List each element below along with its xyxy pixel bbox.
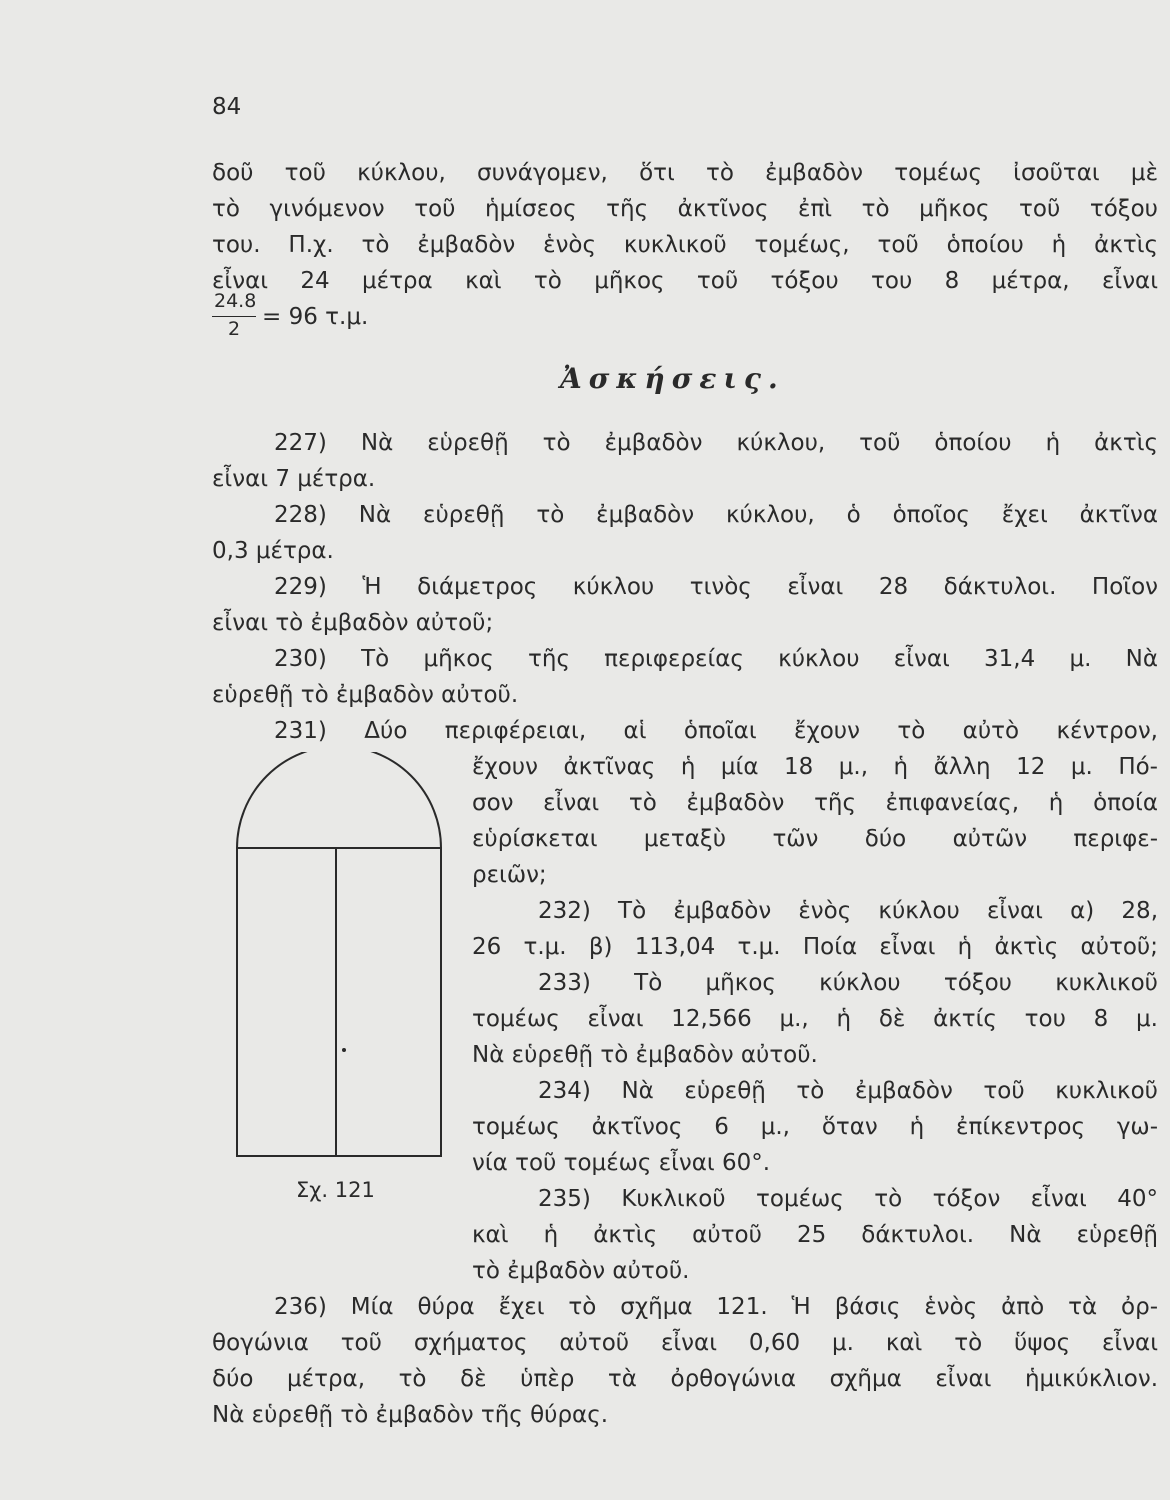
exercise-line: δύο μέτρα, τὸ δὲ ὑπὲρ τὰ ὀρθογώνια σχῆμα εἶναι ἡμικύκλιον. [212,1366,1158,1392]
fraction-bar [212,316,256,317]
formula [212,290,412,346]
exercise-line: Νὰ εὑρεθῇ τὸ ἐμβαδὸν τῆς θύρας. [212,1402,609,1428]
formula-denominator: 2 [228,318,241,340]
exercise-line: 228) Νὰ εὑρεθῇ τὸ ἐμβαδὸν κύκλου, ὁ ὁποῖος ἔχει ἀκτῖνα [274,502,1158,528]
formula-numerator: 24.8 [214,290,257,312]
exercise-line: σον εἶναι τὸ ἐμβαδὸν τῆς ἐπιφανείας, ἡ ὁποία [472,790,1158,816]
exercise-line: 26 τ.μ. β) 113,04 τ.μ. Ποία εἶναι ἡ ἀκτὶς αὐτοῦ; [472,934,1158,960]
exercise-line: 0,3 μέτρα. [212,538,334,564]
page-number: 84 [212,94,242,120]
exercise-line: 227) Νὰ εὑρεθῇ τὸ ἐμβαδὸν κύκλου, τοῦ ὁποίου ἡ ἀκτὶς [274,430,1158,456]
exercise-line: θογώνια τοῦ σχήματος αὐτοῦ εἶναι 0,60 μ. καὶ τὸ ὕψος εἶναι [212,1330,1158,1356]
exercise-line: εὑρεθῇ τὸ ἐμβαδὸν αὐτοῦ. [212,682,519,708]
formula-result: = 96 τ.μ. [262,304,369,330]
intro-line-3: του. Π.χ. τὸ ἐμβαδὸν ἑνὸς κυκλικοῦ τομέως, τοῦ ὁποίου ἡ ἀκτὶς [212,232,1158,258]
exercise-line: εὑρίσκεται μεταξὺ τῶν δύο αὐτῶν περιφε- [472,826,1158,852]
exercise-line: ρειῶν; [472,862,547,888]
door-semicircle [237,752,441,848]
exercise-line: νία τοῦ τομέως εἶναι 60°. [472,1150,771,1176]
exercise-line: καὶ ἡ ἀκτὶς αὐτοῦ 25 δάκτυλοι. Νὰ εὑρεθῇ [472,1222,1158,1248]
exercise-line: εἶναι τὸ ἐμβαδὸν αὐτοῦ; [212,610,494,636]
exercise-line: 233) Τὸ μῆκος κύκλου τόξου κυκλικοῦ [538,970,1158,996]
exercise-line: 231) Δύο περιφέρειαι, αἱ ὁποῖαι ἔχουν τὸ αὐτὸ κέντρον, [274,718,1158,744]
door-figure [232,752,452,1168]
exercise-line: 230) Τὸ μῆκος τῆς περιφερείας κύκλου εἶναι 31,4 μ. Νὰ [274,646,1158,672]
exercise-line: 234) Νὰ εὑρεθῇ τὸ ἐμβαδὸν τοῦ κυκλικοῦ [538,1078,1158,1104]
exercise-line: τὸ ἐμβαδὸν αὐτοῦ. [472,1258,690,1284]
intro-line-2: τὸ γινόμενον τοῦ ἡμίσεος τῆς ἀκτῖνος ἐπὶ τὸ μῆκος τοῦ τόξου [212,196,1158,222]
exercise-line: Νὰ εὑρεθῇ τὸ ἐμβαδὸν αὐτοῦ. [472,1042,818,1068]
exercise-line: εἶναι 7 μέτρα. [212,466,376,492]
exercise-line: τομέως ἀκτῖνος 6 μ., ὅταν ἡ ἐπίκεντρος γω- [472,1114,1158,1140]
exercise-line: 236) Μία θύρα ἔχει τὸ σχῆμα 121. Ἡ βάσις ἑνὸς ἀπὸ τὰ ὀρ- [274,1294,1158,1320]
exercise-line: ἔχουν ἀκτῖνας ἡ μία 18 μ., ἡ ἄλλη 12 μ. Πό- [472,754,1158,780]
exercise-line: 232) Τὸ ἐμβαδὸν ἑνὸς κύκλου εἶναι α) 28, [538,898,1158,924]
door-knob-dot [342,1048,346,1052]
intro-line-1: δοῦ τοῦ κύκλου, συνάγομεν, ὅτι τὸ ἐμβαδὸν τομέως ἰσοῦται μὲ [212,160,1158,186]
exercise-line: 229) Ἡ διάμετρος κύκλου τινὸς εἶναι 28 δάκτυλοι. Ποῖον [274,574,1158,600]
figure-caption: Σχ. 121 [296,1178,375,1202]
exercise-line: τομέως εἶναι 12,566 μ., ἡ δὲ ἀκτίς του 8 μ. [472,1006,1158,1032]
door-rectangles [237,848,441,1156]
exercise-line: 235) Κυκλικοῦ τομέως τὸ τόξον εἶναι 40° [538,1186,1158,1212]
section-heading: Ἀσκήσεις. [560,362,785,395]
intro-line-4: εἶναι 24 μέτρα καὶ τὸ μῆκος τοῦ τόξου του 8 μέτρα, εἶναι [212,268,1158,294]
